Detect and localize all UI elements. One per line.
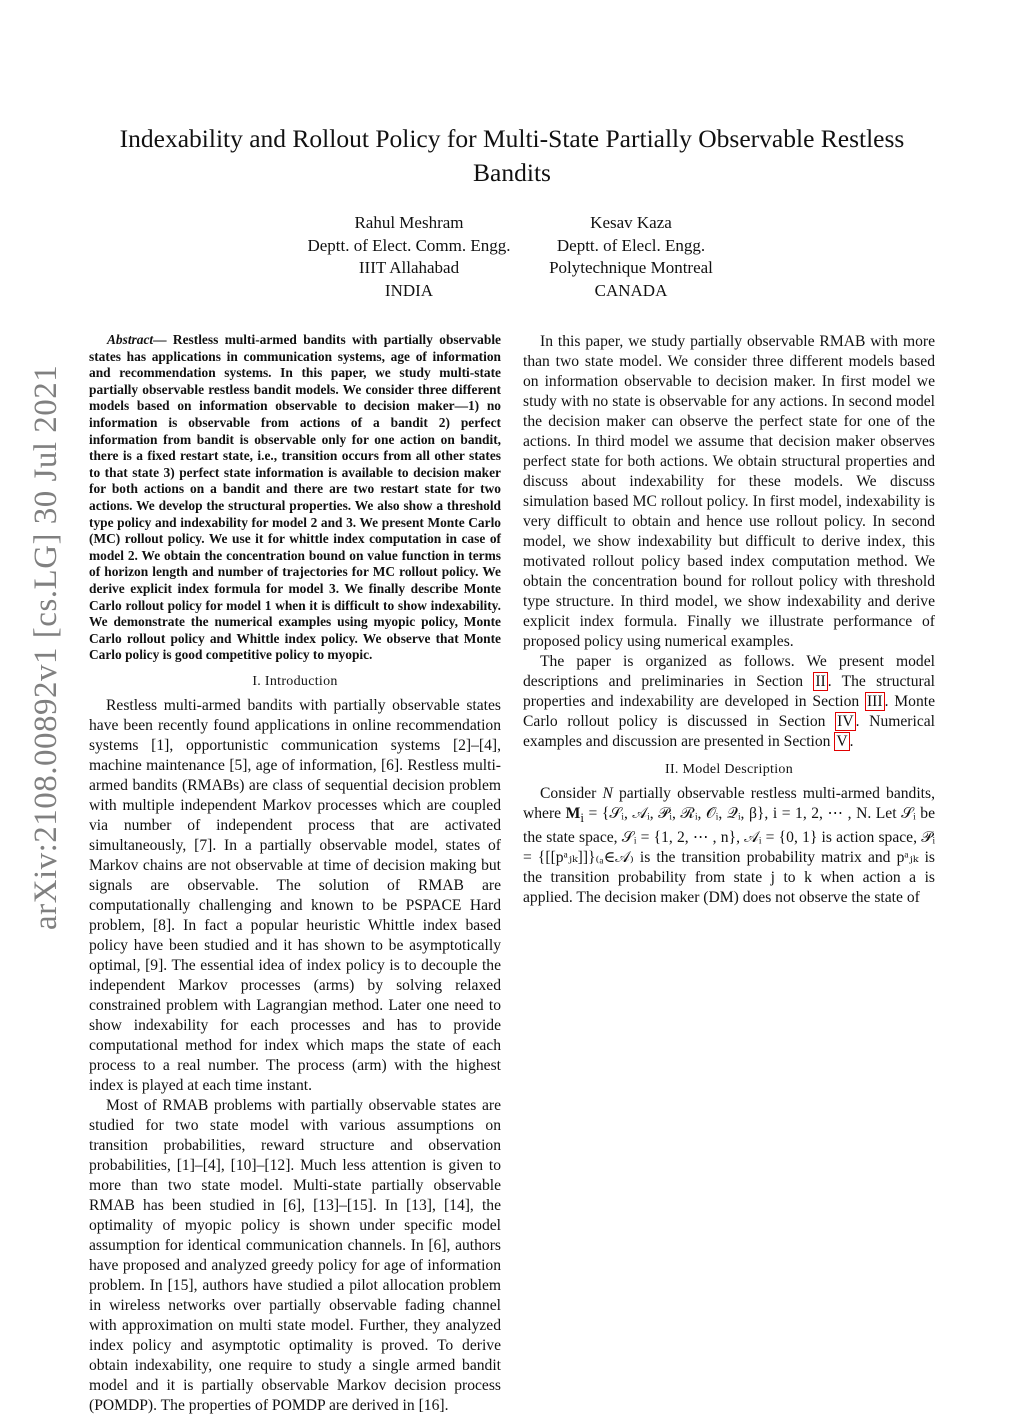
author-block	[287, 212, 531, 302]
section-link-v[interactable]: V	[836, 733, 848, 750]
model-body	[523, 784, 935, 908]
paragraph: The paper is organized as follows. We present model descriptions and preliminaries in Section II . The structural properties and indexability are developed in Section III . Monte Carlo rollout policy is discussed in Section IV . Numerical examples and discussion are presented in Section V .	[523, 653, 935, 750]
author-name: Kesav Kaza	[590, 213, 672, 232]
paragraph: In this paper, we study partially observable RMAB with more than two state model. We consider three different models based on information observable to decision maker. In first model we study with no state is observable for any actions. In second model the decision maker can observe the perfect state for one of the actions. In third model we assume that decision maker observes perfect state for both actions. We obtain structural properties and discuss about indexability for these models. We discuss simulation based MC rollout policy. In first model, indexability is very difficult to obtain and hence use rollout policy. In second model, we show indexability but difficult to derive index, this motivated rollout policy based index computation method. We obtain the concentration bound for rollout policy with threshold type structure. In third model, we show indexability and derive explicit index formula. Finally we illustrate performance of proposed policy using numerical examples.	[523, 333, 935, 650]
author-country: CANADA	[594, 280, 668, 300]
author-block	[537, 212, 725, 302]
author-dept: Deptt. of Elect. Comm. Engg.	[307, 235, 511, 255]
math-symbol: M	[565, 805, 581, 822]
author-dept: Deptt. of Elecl. Engg.	[556, 235, 706, 255]
author-institute: Polytechnique Montreal	[549, 258, 713, 278]
section-link-iv[interactable]: IV	[837, 713, 854, 730]
paragraph: Restless multi-armed bandits with partially observable states have been recently found applications in online recommendation systems [1], opportunistic communication systems [2]–[4], machine maintenance [5], age of information, [6]. Restless multi-armed bandits (RMABs) are class of sequential decision problem with multiple independent Markov processes which are coupled via number of independent process that are activated simultaneously, [7]. In a partially observable model, states of Markov chains are not observable at time of decision making but signals are observable. The solution of RMAB are computationally challenging and known to be PSPACE Hard problem, [8]. In fact a popular heuristic Whittle index based policy have been studied and it has shown to be asymptotically optimal, [9]. The essential idea of index policy is to decouple the independent Markov processes (arms) by solving relaxed constrained problem with Lagrangian method. Later one need to show indexability for each processes and has to provide computational method for index which maps the state of each process to a real number. The process (arm) with the highest index is played at each time instant.	[89, 696, 501, 1094]
paper-title: Indexability and Rollout Policy for Multi-State Partially Observable Restless Bandits	[119, 124, 905, 187]
right-column	[523, 332, 935, 908]
section-link-iii[interactable]: III	[866, 693, 883, 710]
abstract	[89, 332, 501, 664]
paragraph: Consider N partially observable restless multi-armed bandits, where $M_i$ = {𝒮ᵢ, 𝒜ᵢ, 𝒫ᵢ, ℛᵢ, 𝒪ᵢ, 𝒬ᵢ, β}, i = 1, 2, ⋯ , N. Let 𝒮ᵢ be the state space, 𝒮ᵢ = {1, 2, ⋯ , n}, 𝒜ᵢ = {0, 1} is action space, 𝒫ᵢ = {[[pᵃⱼₖ]]}₍ₐ∈𝒜₎ is the transition probability matrix and pᵃⱼₖ is the transition probability from state j to k when action a is applied. The decision maker (DM) does not observe the state of	[523, 785, 935, 907]
author-institute: IIIT Allahabad	[358, 258, 460, 278]
left-column	[89, 332, 501, 1416]
abstract-text: — Restless multi-armed bandits with partially observable states has applications in communication systems, age of information and recommendation systems. In this paper, we study multi-state partially observable restless bandit models. We consider three different models based on information observable to decision maker—1) no information is observable from actions of a bandit 2) perfect information from bandit is observable only for one action on bandit, there is a fixed restart state, i.e., transition occurs from all other states to that state 3) perfect state information is available to decision maker for both actions on a bandit and there are two restart state for two actions. We develop the structural properties. We also show a threshold type policy and indexability for model 2 and 3. We present Monte Carlo (MC) rollout policy. We use it for whittle index computation in case of model 2. We obtain the concentration bound on value function in terms of horizon length and number of trajectories for MC rollout policy. We derive explicit index formula for model 3. We finally describe Monte Carlo rollout policy for model 1 when it is difficult to show indexability. We demonstrate the numerical examples using myopic policy, Monte Carlo rollout policy and Whittle index policy. We observe that Monte Carlo policy is good competitive policy to myopic.	[89, 332, 501, 663]
arxiv-stamp: arXiv:2108.00892v1 [cs.LG] 30 Jul 2021	[28, 364, 64, 930]
paragraph: Most of RMAB problems with partially observable states are studied for two state model with various assumptions on transition probabilities, reward structure and observation probabilities, [1]–[4], [10]–[12]. Much less attention is given to more than two state model. Multi-state partially observable RMAB has been studied in [6], [13]–[15]. In [13], [14], the optimality of myopic policy is shown under specific model assumption for identical communication channels. In [6], authors have proposed and analyzed greedy policy for age of information problem. In [15], authors have studied a pilot allocation problem in wireless networks over partially observable fading channel with approximation on multi state model. Further, they analyzed index policy and asymptotic optimality is proved. To derive obtain indexability, one require to study a single armed bandit model and it is partially observable Markov decision process (POMDP). The properties of POMDP are derived in [16].	[89, 1096, 501, 1414]
intro-body	[89, 696, 501, 1416]
section-heading-model-description: II. Model Description	[665, 762, 793, 777]
section-heading-introduction: I. Introduction	[252, 673, 338, 689]
author-country: INDIA	[384, 280, 434, 300]
abstract-label: Abstract	[107, 332, 154, 347]
math-symbol: N	[602, 785, 613, 802]
author-name: Rahul Meshram	[354, 213, 464, 232]
intro-body-continued	[523, 332, 935, 752]
section-link-ii[interactable]: II	[815, 673, 826, 690]
